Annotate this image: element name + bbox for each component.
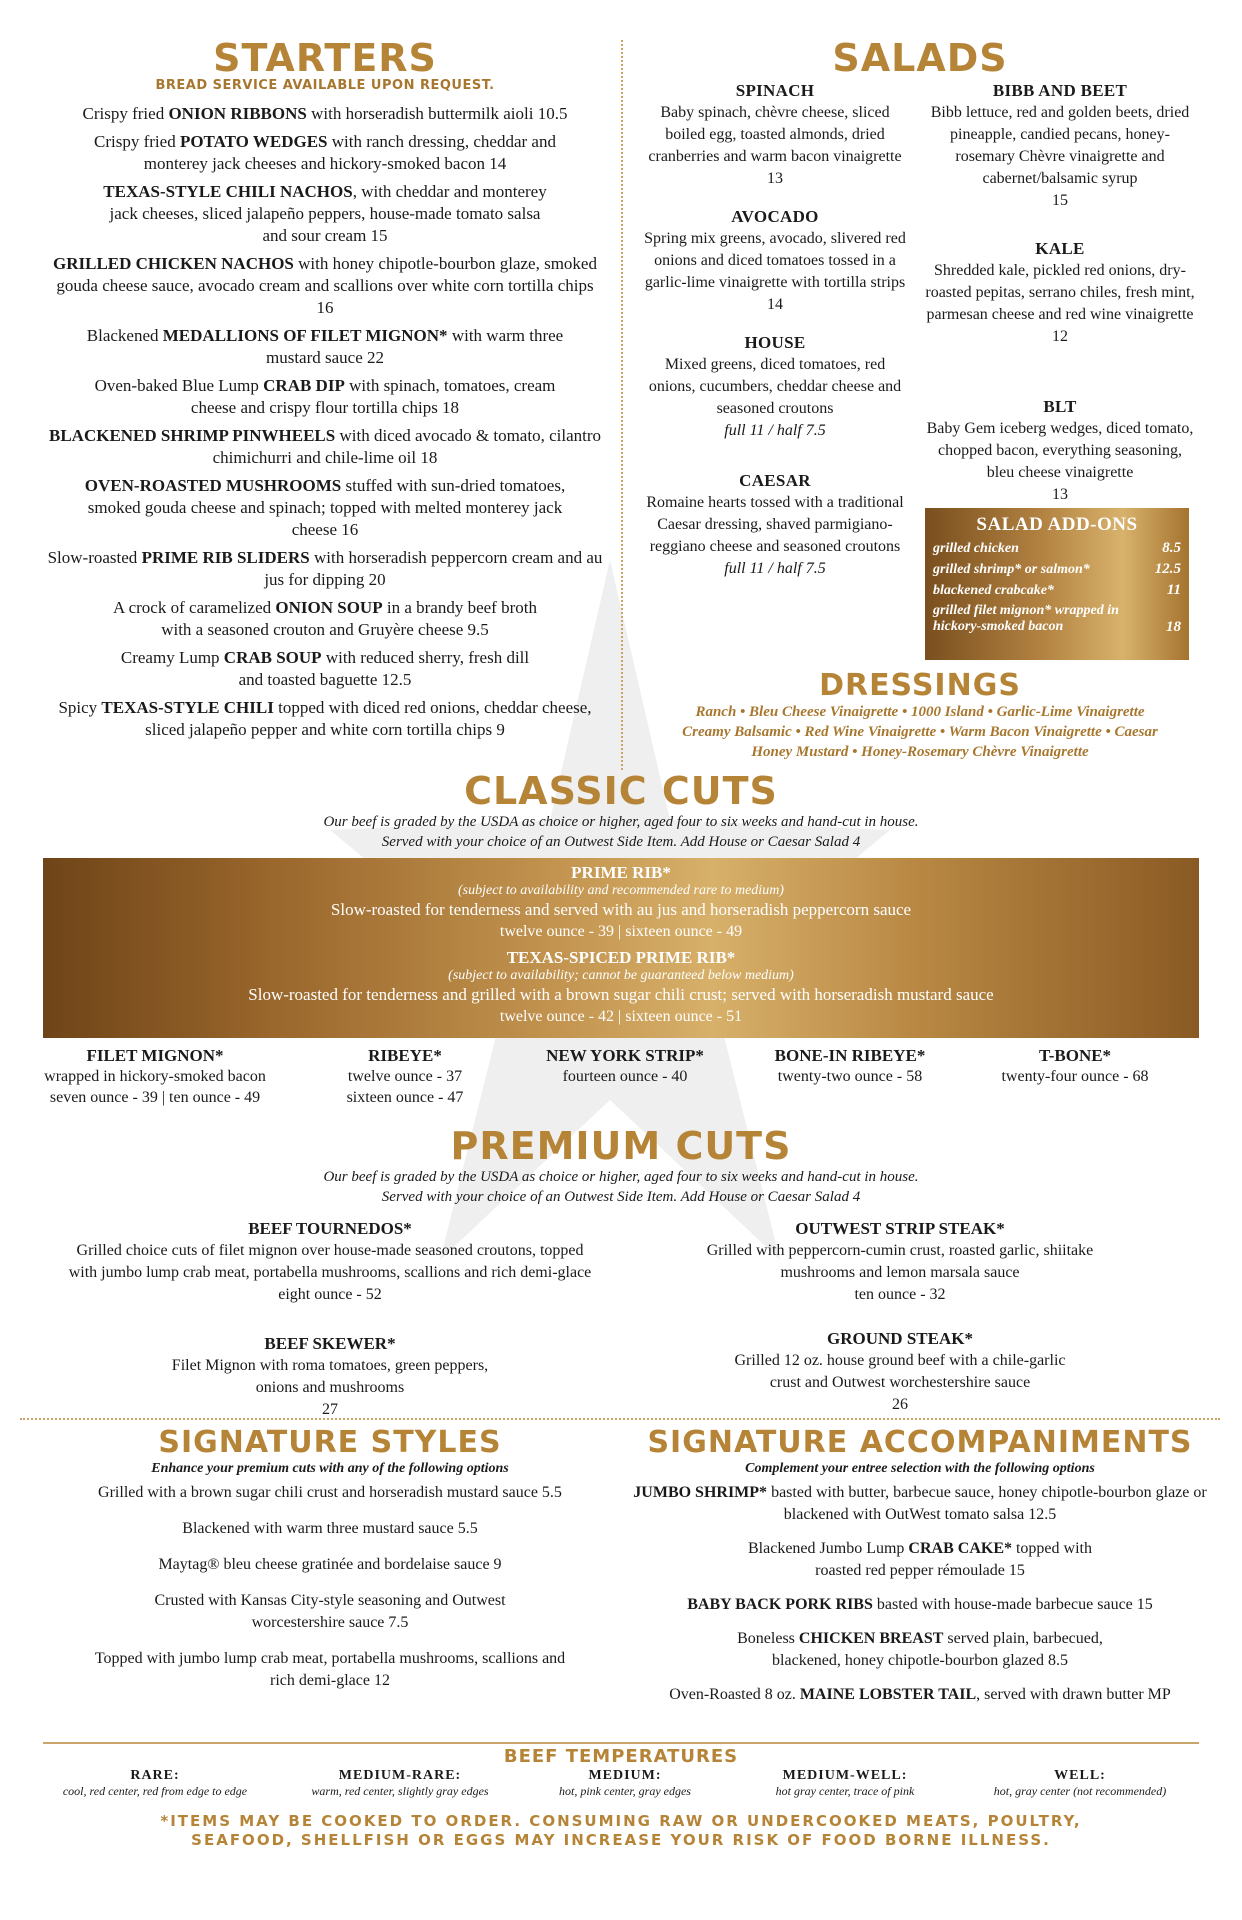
salads-left-column [640, 80, 910, 580]
temp-name: WELL: [1054, 1768, 1106, 1783]
temp-desc: hot, pink center, gray edges [559, 1784, 691, 1798]
temp-desc: hot, gray center (not recommended) [993, 1784, 1167, 1798]
item-name: TEXAS-STYLE CHILI [101, 698, 274, 717]
temp-name: MEDIUM-RARE: [338, 1768, 462, 1783]
accompaniment-item [620, 1684, 1220, 1706]
signature-styles-title: SIGNATURE STYLES [158, 1425, 502, 1460]
item-name: OVEN-ROASTED MUSHROOMS [84, 476, 342, 495]
starter-item [40, 647, 610, 691]
temp-medium-well [745, 1768, 945, 1798]
temp-medium-rare [280, 1768, 520, 1798]
starter-item [40, 131, 610, 175]
item-name: CRAB CAKE* [908, 1540, 1012, 1557]
temperature-rule [43, 1742, 1199, 1744]
temp-desc: warm, red center, slightly gray edges [311, 1784, 489, 1798]
salad-name: KALE [1035, 239, 1085, 258]
addon-label: blackened crabcake* [933, 583, 1054, 598]
salad-desc: Baby Gem iceberg wedges, diced tomato, chopped bacon, everything seasoning, bleu cheese vinaigrette [926, 420, 1194, 481]
temp-name: MEDIUM-WELL: [782, 1768, 908, 1783]
starter-item [40, 181, 610, 247]
classic-cuts-title: CLASSIC CUTS [464, 769, 778, 813]
classic-intro: Our beef is graded by the USDA as choice or higher, aged four to six weeks and hand-cut in house. [323, 814, 919, 830]
salad-name: SPINACH [735, 81, 815, 100]
item-text: basted with butter, barbecue sauce, honey chipotle-bourbon glaze or blackened with OutWest tomato salsa 12.5 [767, 1484, 1207, 1523]
premium-desc: Grilled with peppercorn-cumin crust, roasted garlic, shiitake mushrooms and lemon marsala sauce [706, 1242, 1094, 1281]
premium-intro: Served with your choice of an Outwest Side Item. Add House or Caesar Salad 4 [381, 1189, 861, 1205]
cut-new-york-strip [520, 1045, 730, 1087]
item-text: stuffed with sun-dried tomatoes, smoked gouda cheese and spinach; topped with melted monterey jack cheese 16 [87, 476, 566, 539]
accompaniment-item [620, 1538, 1220, 1582]
salad-desc: Shredded kale, pickled red onions, dry-roasted pepitas, serrano chiles, fresh mint, parmesan cheese and red wine vinaigrette [925, 262, 1195, 323]
cut-filet-mignon [40, 1045, 270, 1108]
premium-desc: Filet Mignon with roma tomatoes, green peppers, onions and mushrooms [171, 1357, 489, 1396]
item-text: with spinach, tomatoes, cream cheese and crispy flour tortilla chips 18 [190, 376, 556, 417]
signature-style-item: Grilled with a brown sugar chili crust and horseradish mustard sauce 5.5 [98, 1484, 562, 1501]
accompaniments-list [620, 1482, 1220, 1706]
salad-spinach [640, 80, 910, 206]
premium-name: GROUND STEAK* [827, 1329, 973, 1348]
salad-avocado [640, 206, 910, 332]
item-text: Crispy fried [82, 104, 169, 123]
starter-item [40, 547, 610, 591]
item-text: Blackened Jumbo Lump [748, 1540, 909, 1557]
cut-line: fourteen ounce - 40 [562, 1068, 688, 1085]
classic-cuts-section [0, 770, 1242, 852]
item-name: BABY BACK PORK RIBS [687, 1596, 873, 1613]
item-text: Spicy [58, 698, 102, 717]
vertical-divider [621, 40, 623, 770]
starter-item [40, 253, 610, 319]
prime-rib-band [43, 858, 1199, 1038]
salad-name: HOUSE [744, 333, 806, 352]
salad-caesar [640, 470, 910, 580]
item-text: Slow-roasted [47, 548, 142, 567]
addon-row [933, 580, 1181, 601]
item-name: GRILLED CHICKEN NACHOS [53, 254, 294, 273]
premium-intro: Our beef is graded by the USDA as choice or higher, aged four to six weeks and hand-cut in house. [323, 1169, 919, 1185]
salads-section [640, 38, 1200, 80]
item-text: Creamy Lump [120, 648, 224, 667]
premium-ground-steak [680, 1328, 1120, 1416]
horizontal-divider [20, 1418, 1220, 1420]
item-text: with horseradish buttermilk aioli 10.5 [306, 104, 568, 123]
item-name: TEXAS-STYLE CHILI NACHOS [103, 182, 353, 201]
salad-blt [925, 396, 1195, 506]
salad-bibb-and-beet [925, 80, 1195, 238]
starter-item [40, 375, 610, 419]
item-text: Boneless [737, 1630, 799, 1647]
salad-addons-box [925, 508, 1189, 660]
beef-temperatures-section [0, 1747, 1242, 1767]
item-text: with warm three mustard sauce 22 [265, 326, 564, 367]
starter-item [40, 425, 610, 469]
premium-price: ten ounce - 32 [854, 1286, 946, 1303]
item-text: topped with diced red onions, cheddar cheese, sliced jalapeño pepper and white corn tortilla chips 9 [145, 698, 592, 739]
signature-style-item: Blackened with warm three mustard sauce 5.5 [182, 1520, 478, 1537]
cut-line: twenty-two ounce - 58 [777, 1068, 923, 1085]
salad-desc: Romaine hearts tossed with a traditional Caesar dressing, shaved parmigiano-reggiano cheese and seasoned croutons [646, 494, 904, 555]
starters-section [40, 38, 610, 747]
salad-price: 15 [1052, 192, 1068, 209]
starters-list [40, 103, 610, 741]
salad-price: 13 [1052, 486, 1068, 503]
salads-title: SALADS [832, 36, 1008, 80]
premium-desc: Grilled 12 oz. house ground beef with a chile-garlic crust and Outwest worchestershire sauce [734, 1352, 1066, 1391]
dressings-section [640, 670, 1200, 762]
salad-kale [925, 238, 1195, 396]
food-safety-warning [60, 1812, 1182, 1850]
signature-accompaniments-title: SIGNATURE ACCOMPANIMENTS [647, 1425, 1193, 1460]
accompaniment-item [620, 1628, 1220, 1672]
addon-price: 18 [1166, 619, 1181, 635]
salad-name: BLT [1043, 397, 1077, 416]
item-name: CHICKEN BREAST [798, 1630, 944, 1647]
addon-row [933, 603, 1181, 635]
cut-line: twelve ounce - 37 [347, 1068, 463, 1085]
signature-style-item: Topped with jumbo lump crab meat, portabella mushrooms, scallions and rich demi-glace 12 [94, 1650, 566, 1689]
beef-temperatures-title: BEEF TEMPERATURES [503, 1746, 739, 1767]
item-text: with honey chipotle-bourbon glaze, smoked gouda cheese sauce, avocado cream and scallions over white corn tortilla chips 16 [56, 254, 597, 317]
cut-name: FILET MIGNON* [86, 1046, 224, 1065]
starter-item [40, 103, 610, 125]
warning-line: *ITEMS MAY BE COOKED TO ORDER. CONSUMING RAW OR UNDERCOOKED MEATS, POULTRY, [160, 1812, 1082, 1830]
classic-cuts-row [40, 1045, 1200, 1125]
premium-desc: Grilled choice cuts of filet mignon over house-made seasoned croutons, topped with jumbo lump crab meat, portabella mushrooms, scallions and rich demi-glace [68, 1242, 592, 1281]
temp-desc: hot gray center, trace of pink [775, 1784, 915, 1798]
addon-row [933, 559, 1181, 580]
addon-label: grilled filet mignon* wrapped in hickory-smoked bacon [933, 603, 1119, 634]
prime-note: (subject to availability; cannot be guaranteed below medium) [448, 968, 794, 983]
addon-price: 11 [1166, 582, 1181, 598]
starters-title: STARTERS [213, 36, 437, 80]
signature-style-item: Maytag® bleu cheese gratinée and bordelaise sauce 9 [158, 1556, 502, 1573]
starters-subtitle: BREAD SERVICE AVAILABLE UPON REQUEST. [155, 78, 495, 93]
dressings-line: Honey Mustard • Honey-Rosemary Chèvre Vinaigrette [751, 744, 1089, 760]
cut-t-bone [975, 1045, 1175, 1087]
salad-desc: Spring mix greens, avocado, slivered red onions and diced tomatoes tossed in a garlic-lime vinaigrette with tortilla strips 14 [644, 230, 906, 313]
item-text: , served with drawn butter MP [976, 1686, 1171, 1703]
prime-name: PRIME RIB* [571, 863, 671, 882]
prime-desc: Slow-roasted for tenderness and served with au jus and horseradish peppercorn sauce [330, 900, 912, 919]
temp-medium [530, 1768, 720, 1798]
salad-house [640, 332, 910, 470]
premium-outwest-strip-steak [690, 1218, 1110, 1306]
item-name: ONION RIBBONS [168, 104, 307, 123]
item-text: in a brandy beef broth with a seasoned crouton and Gruyère cheese 9.5 [161, 598, 537, 639]
salad-desc: Mixed greens, diced tomatoes, red onions, cucumbers, cheddar cheese and seasoned croutons [648, 356, 902, 417]
item-text: served plain, barbecued, blackened, honey chipotle-bourbon glazed 8.5 [772, 1630, 1103, 1669]
cut-name: BONE-IN RIBEYE* [774, 1046, 926, 1065]
signature-styles-section [40, 1426, 620, 1706]
addon-price: 8.5 [1162, 540, 1181, 556]
temp-desc: cool, red center, red from edge to edge [62, 1784, 248, 1798]
cut-line: twenty-four ounce - 68 [1001, 1068, 1149, 1085]
premium-price: eight ounce - 52 [278, 1286, 382, 1303]
premium-name: BEEF TOURNEDOS* [248, 1219, 412, 1238]
item-text: Oven-baked Blue Lump [94, 376, 264, 395]
salad-price: full 11 / half 7.5 [724, 560, 826, 577]
warning-line: SEAFOOD, SHELLFISH OR EGGS MAY INCREASE YOUR RISK OF FOOD BORNE ILLNESS. [191, 1831, 1051, 1849]
premium-cuts-section [0, 1125, 1242, 1207]
premium-beef-skewer [140, 1333, 520, 1421]
salad-price: 12 [1052, 328, 1068, 345]
item-text: Oven-Roasted 8 oz. [669, 1686, 800, 1703]
salad-desc: Bibb lettuce, red and golden beets, dried pineapple, candied pecans, honey-rosemary Chèvre vinaigrette and cabernet/balsamic syrup [930, 104, 1190, 187]
temp-name: RARE: [130, 1768, 180, 1783]
premium-name: OUTWEST STRIP STEAK* [795, 1219, 1005, 1238]
item-name: JUMBO SHRIMP* [633, 1484, 768, 1501]
salad-price: full 11 / half 7.5 [724, 422, 826, 439]
temp-name: MEDIUM: [588, 1768, 662, 1783]
signature-styles-subtitle: Enhance your premium cuts with any of the following options [151, 1461, 509, 1476]
salads-right-column [925, 80, 1195, 506]
cut-bone-in-ribeye [745, 1045, 955, 1087]
texas-prime-rib-block [43, 947, 1199, 1028]
item-text: , with cheddar and monterey jack cheeses, sliced jalapeño peppers, house-made tomato salsa and sour cream 15 [109, 182, 547, 245]
dressings-title: DRESSINGS [819, 668, 1021, 703]
item-name: ONION SOUP [275, 598, 383, 617]
item-text: with ranch dressing, cheddar and monterey jack cheeses and hickory-smoked bacon 14 [143, 132, 556, 173]
starter-item [40, 475, 610, 541]
item-text: basted with house-made barbecue sauce 15 [872, 1596, 1153, 1613]
salad-name: AVOCADO [731, 207, 819, 226]
dressings-line: Ranch • Bleu Cheese Vinaigrette • 1000 Island • Garlic-Lime Vinaigrette [695, 704, 1145, 720]
premium-price: 26 [892, 1396, 908, 1413]
item-text: with reduced sherry, fresh dill and toasted baguette 12.5 [238, 648, 530, 689]
item-name: POTATO WEDGES [179, 132, 328, 151]
signature-accompaniments-section [620, 1426, 1220, 1718]
addon-price: 12.5 [1154, 561, 1181, 577]
item-text: Blackened [86, 326, 163, 345]
cut-ribeye [320, 1045, 490, 1108]
starter-item [40, 325, 610, 369]
addon-row [933, 538, 1181, 559]
item-text: A crock of caramelized [113, 598, 276, 617]
signature-accompaniments-subtitle: Complement your entree selection with the following options [745, 1461, 1095, 1476]
accompaniment-item [620, 1594, 1220, 1616]
item-text: with horseradish peppercorn cream and au jus for dipping 20 [264, 548, 603, 589]
temp-well [960, 1768, 1200, 1798]
salad-desc: Baby spinach, chèvre cheese, sliced boiled egg, toasted almonds, dried cranberries and warm bacon vinaigrette 13 [648, 104, 902, 187]
item-name: PRIME RIB SLIDERS [141, 548, 310, 567]
item-text: with diced avocado & tomato, cilantro chimichurri and chile-lime oil 18 [212, 426, 602, 467]
prime-rib-block [43, 862, 1199, 943]
starter-item [40, 597, 610, 641]
prime-note: (subject to availability and recommended rare to medium) [458, 883, 784, 898]
cut-line: seven ounce - 39 | ten ounce - 49 [49, 1089, 261, 1106]
accompaniment-item [620, 1482, 1220, 1526]
salad-name: CAESAR [739, 471, 811, 490]
prime-price: twelve ounce - 39 | sixteen ounce - 49 [499, 923, 743, 940]
premium-cuts-title: PREMIUM CUTS [450, 1124, 792, 1168]
item-text: Crispy fried [94, 132, 180, 151]
item-name: MAINE LOBSTER TAIL [799, 1686, 977, 1703]
dressings-line: Creamy Balsamic • Red Wine Vinaigrette • Warm Bacon Vinaigrette • Caesar [682, 724, 1158, 740]
addon-label: grilled chicken [933, 541, 1019, 556]
item-name: CRAB DIP [263, 376, 345, 395]
item-name: BLACKENED SHRIMP PINWHEELS [48, 426, 336, 445]
item-name: MEDALLIONS OF FILET MIGNON* [162, 326, 448, 345]
signature-style-item: Crusted with Kansas City-style seasoning and Outwest worcestershire sauce 7.5 [154, 1592, 506, 1631]
addons-title: SALAD ADD-ONS [976, 514, 1138, 535]
addon-label: grilled shrimp* or salmon* [933, 562, 1090, 577]
starter-item [40, 697, 610, 741]
cut-name: T-BONE* [1038, 1046, 1112, 1065]
cut-name: NEW YORK STRIP* [546, 1046, 704, 1065]
item-text: topped with roasted red pepper rémoulade 15 [815, 1540, 1092, 1579]
cut-name: RIBEYE* [368, 1046, 442, 1065]
premium-name: BEEF SKEWER* [264, 1334, 396, 1353]
item-name: CRAB SOUP [223, 648, 322, 667]
classic-intro: Served with your choice of an Outwest Side Item. Add House or Caesar Salad 4 [381, 834, 861, 850]
cut-line: wrapped in hickory-smoked bacon [44, 1068, 266, 1085]
prime-name: TEXAS-SPICED PRIME RIB* [506, 948, 736, 967]
prime-price: twelve ounce - 42 | sixteen ounce - 51 [499, 1008, 743, 1025]
prime-desc: Slow-roasted for tenderness and grilled with a brown sugar chili crust; served with horseradish mustard sauce [248, 985, 994, 1004]
salad-name: BIBB AND BEET [992, 81, 1128, 100]
cut-line: sixteen ounce - 47 [346, 1089, 464, 1106]
temp-rare [40, 1768, 270, 1798]
premium-price: 27 [322, 1401, 338, 1418]
premium-beef-tournedos [60, 1218, 600, 1306]
